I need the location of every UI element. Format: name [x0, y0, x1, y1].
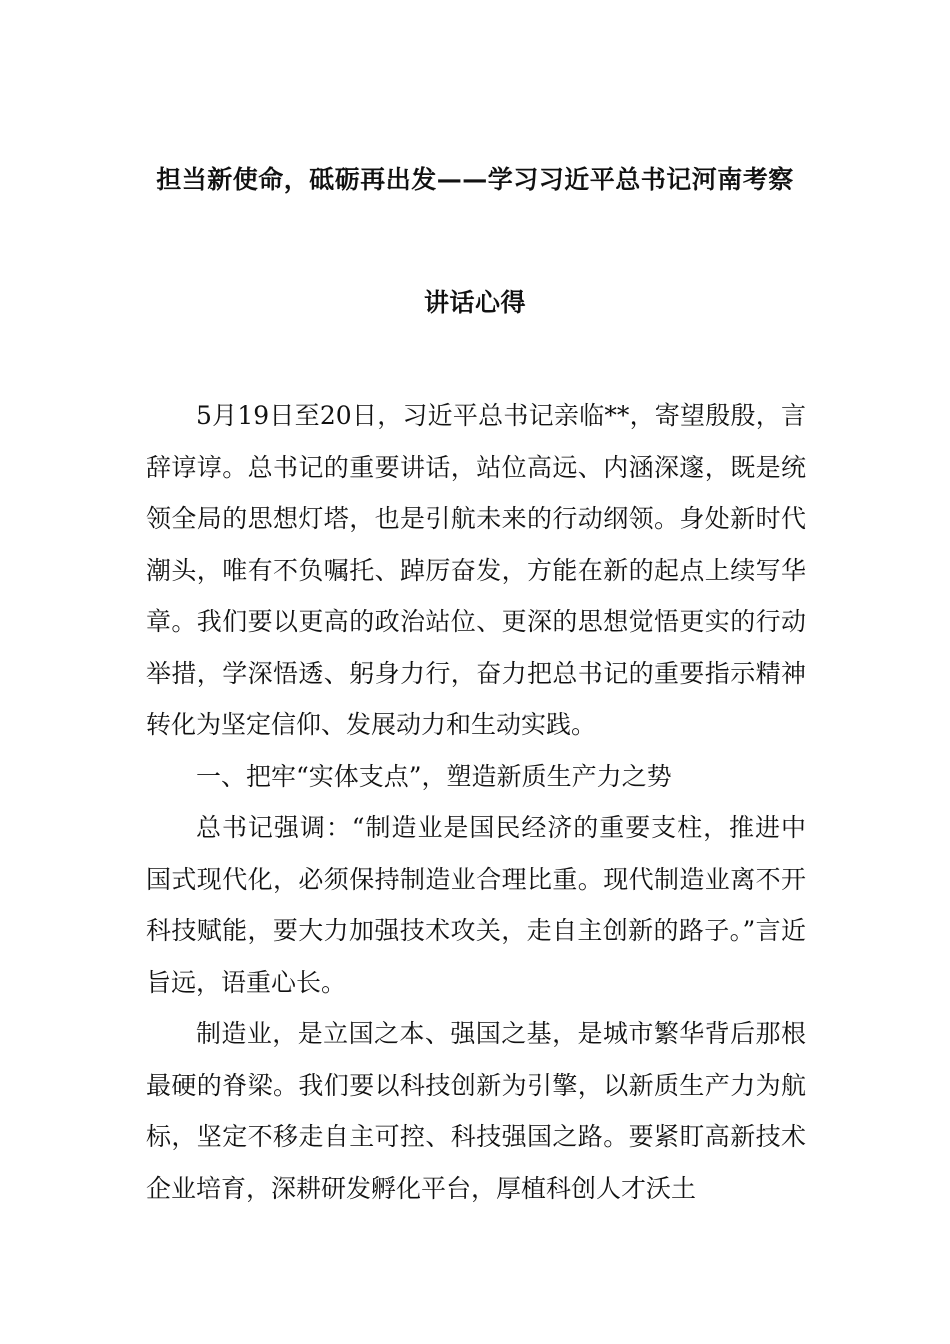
document-title-line-2: 讲话心得 — [423, 288, 526, 317]
section-heading-1: 一、把牢“实体支点”，塑造新质生产力之势 — [196, 761, 672, 791]
paragraph-quote: 总书记强调：“制造业是国民经济的重要支柱，推进中国式现代化，必须保持制造业合理比重。现代制造业离不开科技赋能，要大力加强技术攻关，走自主创新的路子。”言近旨远，语重心长。 — [146, 813, 806, 997]
paragraph-intro: 5月19日至20日，习近平总书记亲临**，寄望殷殷，言辞谆谆。总书记的重要讲话，站位高远、内涵深邃，既是统领全局的思想灯塔，也是引航未来的行动纲领。身处新时代潮头，唯有不负嘱托、踔厉奋发，方能在新的起点上续写华章。我们要以更高的政治站位、更深的思想觉悟更实的行动举措，学深悟透、躬身力行，奋力把总书记的重要指示精神转化为坚定信仰、发展动力和生动实践。 — [146, 401, 806, 739]
document-body — [146, 390, 806, 1214]
paragraph-manufacturing: 制造业，是立国之本、强国之基，是城市繁华背后那根最硬的脊梁。我们要以科技创新为引擎，以新质生产力为航标，坚定不移走自主可控、科技强国之路。要紧盯高新技术企业培育，深耕研发孵化平台，厚植科创人才沃土 — [146, 1019, 806, 1203]
document-title-line-1: 担当新使命，砥砺再出发——学习习近平总书记河南考察 — [156, 165, 794, 194]
